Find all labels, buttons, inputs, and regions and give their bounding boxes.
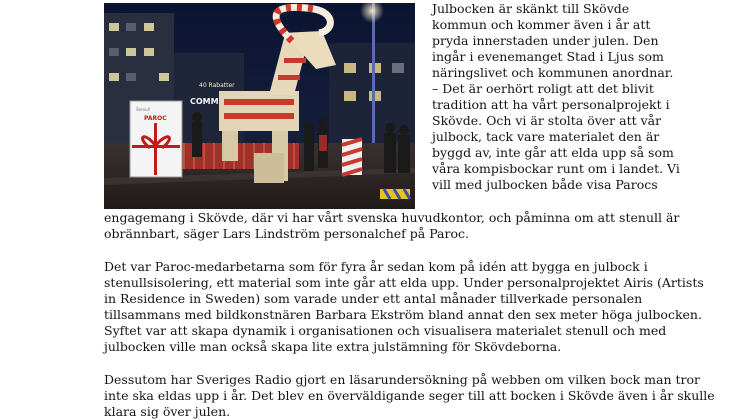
- text-line: våra kompisbockar runt om i landet. Vi: [432, 161, 680, 176]
- text-line: inte ska eldas upp i år. Det blev en överväldigande seger till att bocken i Skövde även i år skulle: [104, 388, 715, 403]
- paragraph-1: [104, 259, 704, 355]
- text-line: tradition att ha vårt personalprojekt i: [432, 97, 670, 112]
- sign-small-text: Stenull: [136, 107, 150, 112]
- text-line: Dessutom har Sveriges Radio gjort en läsarundersökning på webben om vilken bock man tror: [104, 372, 700, 387]
- building-sign-text-2: COMM: [190, 97, 219, 106]
- text-line: Syftet var att skapa dynamik i organisationen och visualisera materialet stenull och med: [104, 323, 667, 338]
- text-line: in Residence in Sweden) som varade under ett antal månader tillverkade personalen: [104, 291, 643, 306]
- text-line: ingår i evenemanget Stad i Ljus som: [432, 49, 664, 64]
- text-line: pryda innerstaden under julen. Den: [432, 33, 659, 48]
- text-line: byggd av, inte går att elda upp så som: [432, 145, 674, 160]
- text-line: Julbocken är skänkt till Skövde: [432, 1, 630, 16]
- text-line: tillsammans med bildkonstnären Barbara Ekström bland annat den sex meter höga julbocken.: [104, 307, 702, 322]
- text-line: obrännbart, säger Lars Lindström personalchef på Paroc.: [104, 226, 469, 241]
- sign-brand-text: PAROC: [144, 115, 167, 122]
- paragraph-2: [104, 372, 715, 420]
- text-line: Det var Paroc-medarbetarna som för fyra år sedan kom på idén att bygga en julbock i: [104, 259, 648, 274]
- text-line: stenullsisolering, ett material som inte går att elda upp. Under personalprojektet Airis (Artists: [104, 275, 704, 290]
- text-line: näringslivet och kommunen anordnar.: [432, 65, 674, 80]
- text-line: klara sig över julen.: [104, 404, 231, 419]
- paragraph-0-side: [432, 1, 680, 193]
- yule-goat-photo: [104, 3, 415, 209]
- text-line: Skövde. Och vi är stolta över att vår: [432, 113, 662, 128]
- text-line: julbock, tack vare materialet den är: [432, 129, 660, 144]
- text-line: julbocken ville man också skapa lite extra julstämning för Skövdeborna.: [104, 339, 562, 354]
- building-sign-text-1: 40 Rabatter: [199, 82, 235, 89]
- text-line: kommun och kommer även i år att: [432, 17, 651, 32]
- text-line: engagemang i Skövde, där vi har vårt svenska huvudkontor, och påminna om att stenull är: [104, 210, 680, 225]
- text-line: – Det är oerhört roligt att det blivit: [432, 81, 654, 96]
- text-line: vill med julbocken både visa Parocs: [432, 177, 658, 192]
- paragraph-0-tail: [104, 210, 679, 242]
